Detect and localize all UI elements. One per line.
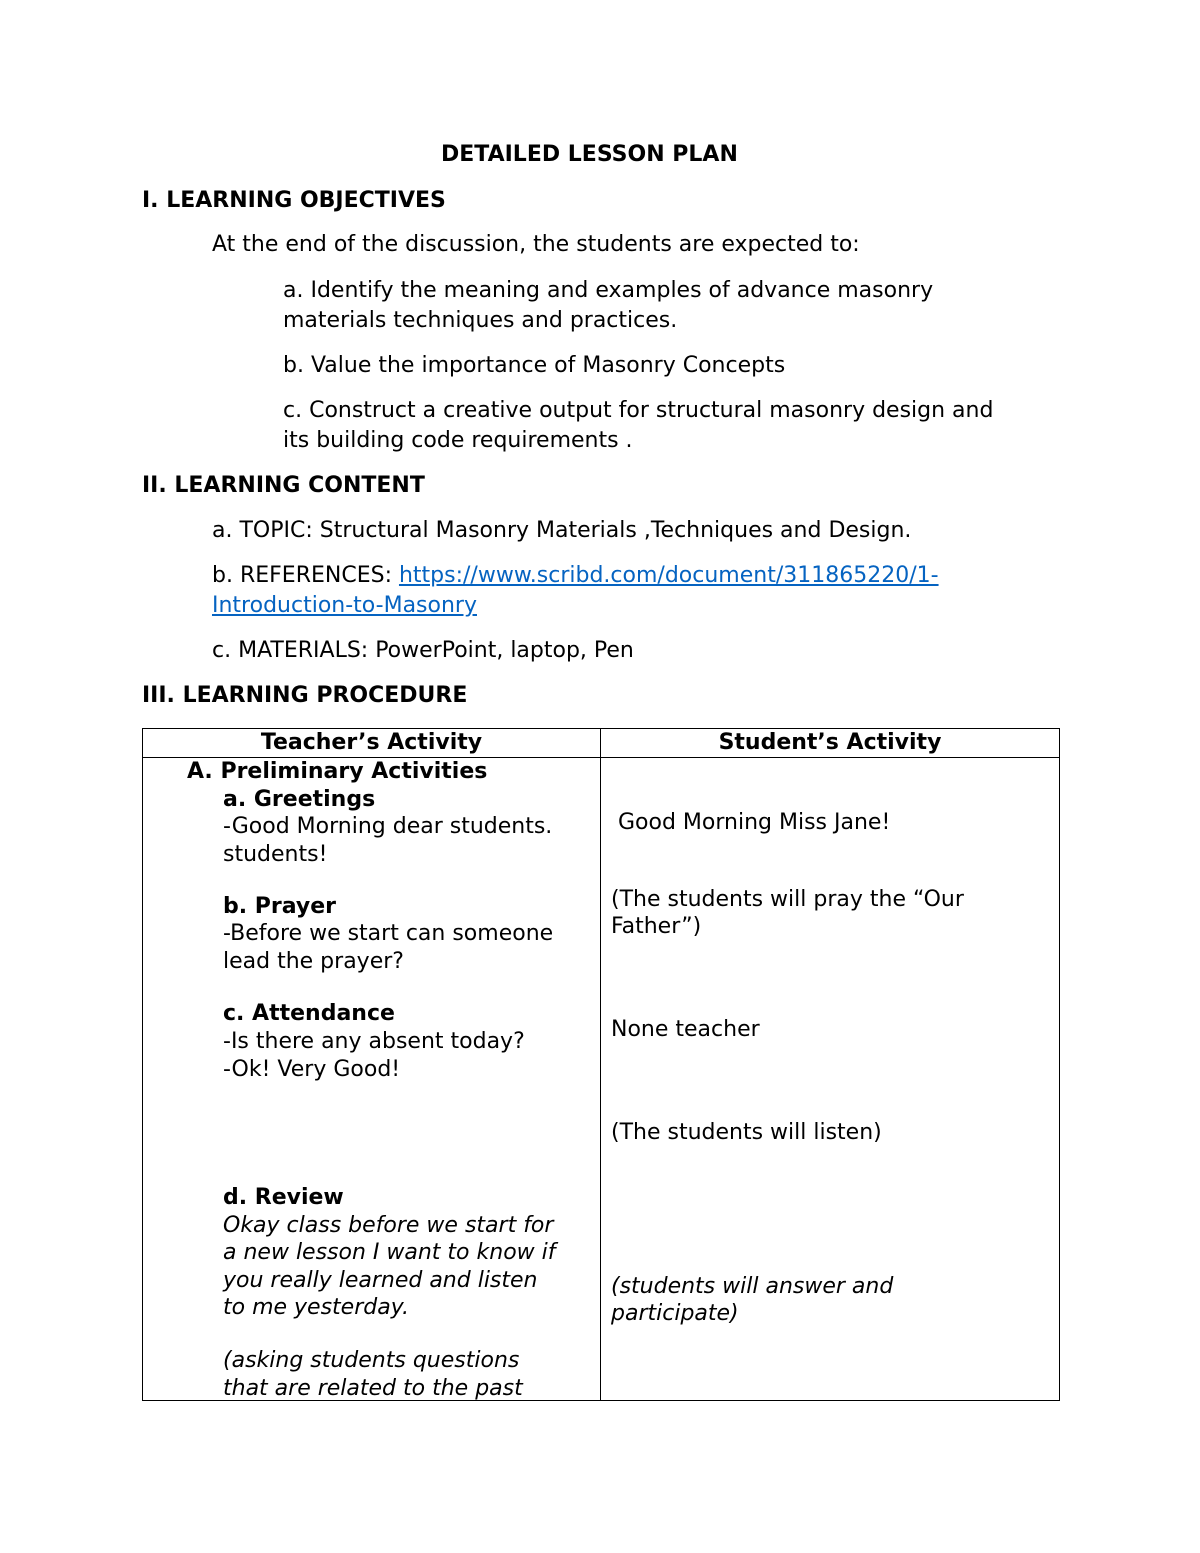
- review-heading: d. Review: [223, 1185, 344, 1210]
- prayer-line1: -Before we start can someone: [223, 921, 554, 946]
- content-references-cont: [212, 591, 477, 621]
- procedure-heading: III. LEARNING PROCEDURE: [142, 683, 468, 708]
- document-title: DETAILED LESSON PLAN: [441, 142, 738, 167]
- student-listen: (The students will listen): [611, 1120, 882, 1145]
- objectives-intro: At the end of the discussion, the students are expected to:: [212, 232, 860, 257]
- review-line3: you really learned and listen: [223, 1268, 538, 1293]
- objective-b: b. Value the importance of Masonry Concepts: [283, 353, 786, 378]
- content-references: [212, 561, 939, 591]
- greetings-heading: a. Greetings: [223, 787, 376, 812]
- references-link[interactable]: https://www.scribd.com/document/311865220/1-: [398, 563, 939, 588]
- review-line5: (asking students questions: [223, 1348, 520, 1373]
- references-label: b. REFERENCES:: [212, 563, 399, 588]
- student-pray-line1: (The students will pray the “Our: [611, 887, 964, 912]
- review-line4: to me yesterday.: [223, 1295, 410, 1320]
- prayer-heading: b. Prayer: [223, 894, 337, 919]
- content-topic: a. TOPIC: Structural Masonry Materials ,Techniques and Design.: [212, 518, 912, 543]
- review-line1: Okay class before we start for: [223, 1213, 554, 1238]
- review-line6: that are related to the past: [223, 1376, 523, 1401]
- review-line2: a new lesson I want to know if: [223, 1240, 556, 1265]
- prayer-line2: lead the prayer?: [223, 949, 404, 974]
- content-heading: II. LEARNING CONTENT: [142, 473, 425, 498]
- procedure-table: [142, 728, 1060, 1401]
- student-activity-cell: [601, 758, 1060, 1401]
- objective-c-line2: its building code requirements .: [283, 428, 633, 453]
- table-row: [143, 758, 1060, 1401]
- attendance-line1: -Is there any absent today?: [223, 1029, 525, 1054]
- teacher-activity-cell: [143, 758, 601, 1401]
- content-materials: c. MATERIALS: PowerPoint, laptop, Pen: [212, 638, 634, 663]
- objective-a-line2: materials techniques and practices.: [283, 308, 678, 333]
- teacher-activity-header: Teacher’s Activity: [143, 729, 601, 758]
- student-greet: Good Morning Miss Jane!: [618, 810, 891, 835]
- objective-a-line1: a. Identify the meaning and examples of advance masonry: [283, 278, 934, 303]
- references-link-cont[interactable]: Introduction-to-Masonry: [212, 593, 477, 618]
- greetings-line1: -Good Morning dear students.: [223, 814, 553, 839]
- student-answer-line2: participate): [611, 1301, 739, 1326]
- student-answer-line1: (students will answer and: [611, 1274, 894, 1299]
- objective-c-line1: c. Construct a creative output for structural masonry design and: [283, 398, 994, 423]
- preliminary-activities: A. Preliminary Activities: [187, 759, 488, 784]
- student-pray-line2: Father”): [611, 914, 702, 939]
- table-header-row: [143, 729, 1060, 758]
- attendance-line2: -Ok! Very Good!: [223, 1057, 401, 1082]
- greetings-line2: students!: [223, 842, 328, 867]
- attendance-heading: c. Attendance: [223, 1001, 395, 1026]
- student-activity-header: Student’s Activity: [601, 729, 1060, 758]
- student-none: None teacher: [611, 1017, 760, 1042]
- objectives-heading: I. LEARNING OBJECTIVES: [142, 188, 446, 213]
